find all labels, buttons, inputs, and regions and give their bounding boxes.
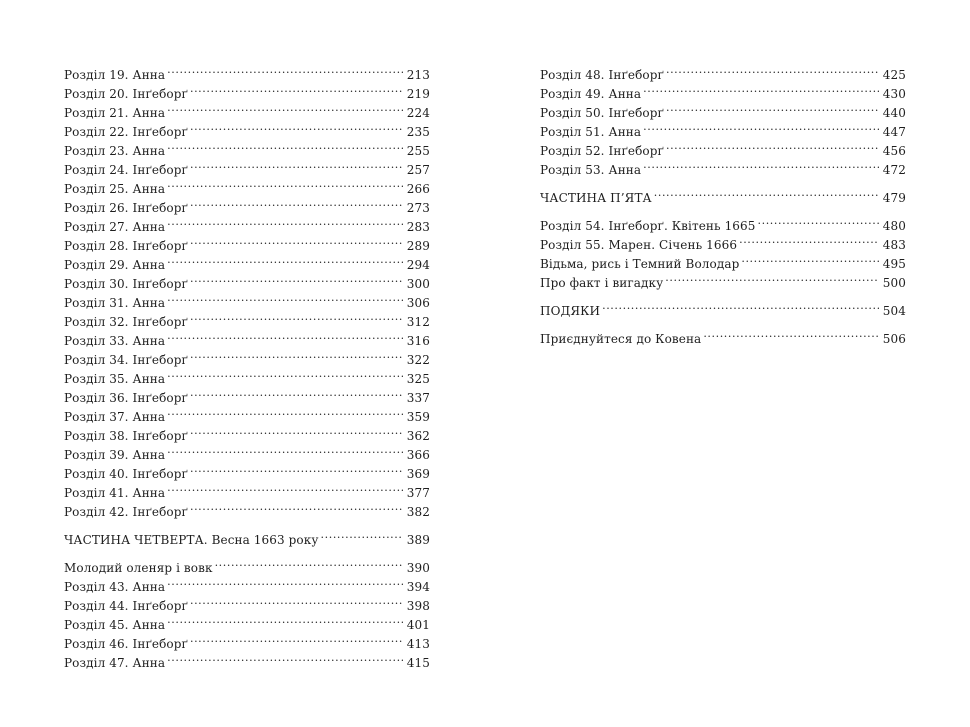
- dot-leader: [665, 268, 878, 287]
- toc-entry: [540, 211, 906, 233]
- toc-entry: [540, 60, 906, 82]
- toc-entry-title: Розділ 31. Анна: [64, 296, 166, 310]
- toc-entry-page: 257: [406, 163, 430, 177]
- dot-leader: [190, 79, 403, 98]
- toc-entry-title: Відьма, рись і Темний Володар: [540, 257, 740, 271]
- toc-entry-title: Розділ 19. Анна: [64, 68, 166, 82]
- toc-entry-page: 300: [406, 277, 430, 291]
- toc-entry-page: 377: [406, 486, 430, 500]
- toc-entry: [540, 183, 906, 205]
- toc-entry-title: Розділ 29. Анна: [64, 258, 166, 272]
- dot-leader: [167, 136, 403, 155]
- toc-entry-title: Розділ 51. Анна: [540, 125, 642, 139]
- toc-entry-title: Розділ 27. Анна: [64, 220, 166, 234]
- toc-entry-page: 504: [882, 304, 906, 318]
- toc-entry-title: Розділ 44. Інґеборґ: [64, 599, 188, 613]
- toc-entry-page: 500: [882, 276, 906, 290]
- toc-entry-page: 273: [406, 201, 430, 215]
- toc-entry-page: 312: [406, 315, 430, 329]
- toc-entry-page: 394: [406, 580, 430, 594]
- dot-leader: [190, 345, 403, 364]
- dot-leader: [167, 478, 403, 497]
- toc-entry-page: 283: [406, 220, 430, 234]
- toc-entry-title: Розділ 52. Інґеборґ: [540, 144, 664, 158]
- dot-leader: [739, 230, 879, 249]
- toc-entry: [540, 324, 906, 346]
- toc-right-column: [540, 60, 906, 346]
- toc-entry-title: ЧАСТИНА ЧЕТВЕРТА. Весна 1663 року: [64, 533, 319, 547]
- toc-entry-title: Розділ 42. Інґеборґ: [64, 505, 188, 519]
- dot-leader: [190, 117, 403, 136]
- toc-entry-page: 506: [882, 332, 906, 346]
- dot-leader: [167, 60, 403, 79]
- toc-entry-title: Розділ 26. Інґеборґ: [64, 201, 188, 215]
- toc-entry-title: Розділ 49. Анна: [540, 87, 642, 101]
- toc-entry-page: 289: [406, 239, 430, 253]
- toc-entry-title: Розділ 25. Анна: [64, 182, 166, 196]
- toc-entry-page: 425: [882, 68, 906, 82]
- toc-entry-title: Розділ 21. Анна: [64, 106, 166, 120]
- toc-entry: [64, 525, 430, 547]
- toc-entry-title: ПОДЯКИ: [540, 304, 601, 318]
- toc-entry-title: ЧАСТИНА П’ЯТА: [540, 191, 652, 205]
- toc-entry-page: 413: [406, 637, 430, 651]
- toc-entry-page: 322: [406, 353, 430, 367]
- toc-entry-title: Приєднуйтеся до Ковена: [540, 332, 702, 346]
- toc-entry-page: 440: [882, 106, 906, 120]
- dot-leader: [190, 459, 403, 478]
- toc-left-column: [64, 60, 430, 670]
- dot-leader: [167, 364, 403, 383]
- dot-leader: [190, 383, 403, 402]
- toc-entry-title: Розділ 35. Анна: [64, 372, 166, 386]
- toc-entry-page: 483: [882, 238, 906, 252]
- toc-entry-title: Розділ 39. Анна: [64, 448, 166, 462]
- toc-entry-page: 401: [406, 618, 430, 632]
- toc-entry-title: Розділ 48. Інґеборґ: [540, 68, 664, 82]
- toc-entry-title: Розділ 43. Анна: [64, 580, 166, 594]
- toc-entry-page: 306: [406, 296, 430, 310]
- dot-leader: [741, 249, 878, 268]
- toc-entry-title: Розділ 32. Інґеборґ: [64, 315, 188, 329]
- dot-leader: [654, 183, 879, 202]
- toc-entry: [540, 296, 906, 318]
- toc-entry-page: 479: [882, 191, 906, 205]
- toc-entry-page: 294: [406, 258, 430, 272]
- toc-entry-page: 480: [882, 219, 906, 233]
- dot-leader: [190, 421, 403, 440]
- toc-entry-title: Розділ 34. Інґеборґ: [64, 353, 188, 367]
- dot-leader: [167, 326, 403, 345]
- toc-entry-page: 389: [406, 533, 430, 547]
- dot-leader: [703, 324, 878, 343]
- toc-entry-title: Розділ 54. Інґеборґ. Квітень 1665: [540, 219, 756, 233]
- dot-leader: [167, 402, 403, 421]
- toc-entry-title: Розділ 37. Анна: [64, 410, 166, 424]
- toc-entry-title: Розділ 33. Анна: [64, 334, 166, 348]
- dot-leader: [167, 572, 403, 591]
- dot-leader: [167, 212, 403, 231]
- toc-entry-page: 472: [882, 163, 906, 177]
- dot-leader: [190, 591, 403, 610]
- dot-leader: [190, 231, 403, 250]
- toc-entry-page: 235: [406, 125, 430, 139]
- toc-entry-page: 430: [882, 87, 906, 101]
- dot-leader: [190, 193, 403, 212]
- toc-entry-title: Розділ 28. Інґеборґ: [64, 239, 188, 253]
- dot-leader: [758, 211, 879, 230]
- dot-leader: [190, 307, 403, 326]
- toc-entry: [64, 60, 430, 82]
- dot-leader: [190, 629, 403, 648]
- dot-leader: [215, 553, 403, 572]
- dot-leader: [190, 269, 403, 288]
- toc-entry-page: 495: [882, 257, 906, 271]
- toc-entry: [64, 553, 430, 575]
- dot-leader: [643, 79, 879, 98]
- toc-entry-title: Молодий оленяр і вовк: [64, 561, 213, 575]
- toc-entry-title: Розділ 46. Інґеборґ: [64, 637, 188, 651]
- dot-leader: [666, 60, 879, 79]
- dot-leader: [167, 250, 403, 269]
- toc-entry-page: 219: [406, 87, 430, 101]
- dot-leader: [666, 136, 879, 155]
- dot-leader: [167, 440, 403, 459]
- toc-entry-title: Розділ 45. Анна: [64, 618, 166, 632]
- toc-entry-page: 382: [406, 505, 430, 519]
- dot-leader: [167, 98, 403, 117]
- toc-entry-title: Розділ 23. Анна: [64, 144, 166, 158]
- toc-entry-title: Розділ 36. Інґеборґ: [64, 391, 188, 405]
- dot-leader: [643, 117, 879, 136]
- toc-entry-title: Розділ 50. Інґеборґ: [540, 106, 664, 120]
- dot-leader: [602, 296, 879, 315]
- toc-entry-page: 266: [406, 182, 430, 196]
- toc-entry-page: 398: [406, 599, 430, 613]
- dot-leader: [190, 155, 403, 174]
- dot-leader: [167, 174, 403, 193]
- toc-entry-page: 369: [406, 467, 430, 481]
- toc-entry-page: 325: [406, 372, 430, 386]
- toc-entry-title: Розділ 53. Анна: [540, 163, 642, 177]
- toc-entry-title: Розділ 55. Марен. Січень 1666: [540, 238, 738, 252]
- toc-entry-title: Про факт і вигадку: [540, 276, 664, 290]
- toc-entry-page: 456: [882, 144, 906, 158]
- toc-entry-page: 337: [406, 391, 430, 405]
- dot-leader: [321, 525, 403, 544]
- toc-entry-title: Розділ 20. Інґеборґ: [64, 87, 188, 101]
- dot-leader: [167, 288, 403, 307]
- dot-leader: [167, 610, 403, 629]
- toc-entry-page: 415: [406, 656, 430, 670]
- toc-entry-page: 316: [406, 334, 430, 348]
- toc-entry-page: 447: [882, 125, 906, 139]
- dot-leader: [643, 155, 879, 174]
- toc-entry-title: Розділ 38. Інґеборґ: [64, 429, 188, 443]
- toc-entry-title: Розділ 30. Інґеборґ: [64, 277, 188, 291]
- toc-entry-title: Розділ 22. Інґеборґ: [64, 125, 188, 139]
- toc-entry-title: Розділ 40. Інґеборґ: [64, 467, 188, 481]
- toc-entry-title: Розділ 47. Анна: [64, 656, 166, 670]
- toc-entry-page: 390: [406, 561, 430, 575]
- dot-leader: [190, 497, 403, 516]
- dot-leader: [666, 98, 879, 117]
- toc-entry-page: 366: [406, 448, 430, 462]
- toc-entry-title: Розділ 24. Інґеборґ: [64, 163, 188, 177]
- toc-entry-page: 224: [406, 106, 430, 120]
- toc-entry-title: Розділ 41. Анна: [64, 486, 166, 500]
- dot-leader: [167, 648, 403, 667]
- toc-entry-page: 359: [406, 410, 430, 424]
- toc-entry-page: 213: [406, 68, 430, 82]
- toc-entry-page: 362: [406, 429, 430, 443]
- toc-entry-page: 255: [406, 144, 430, 158]
